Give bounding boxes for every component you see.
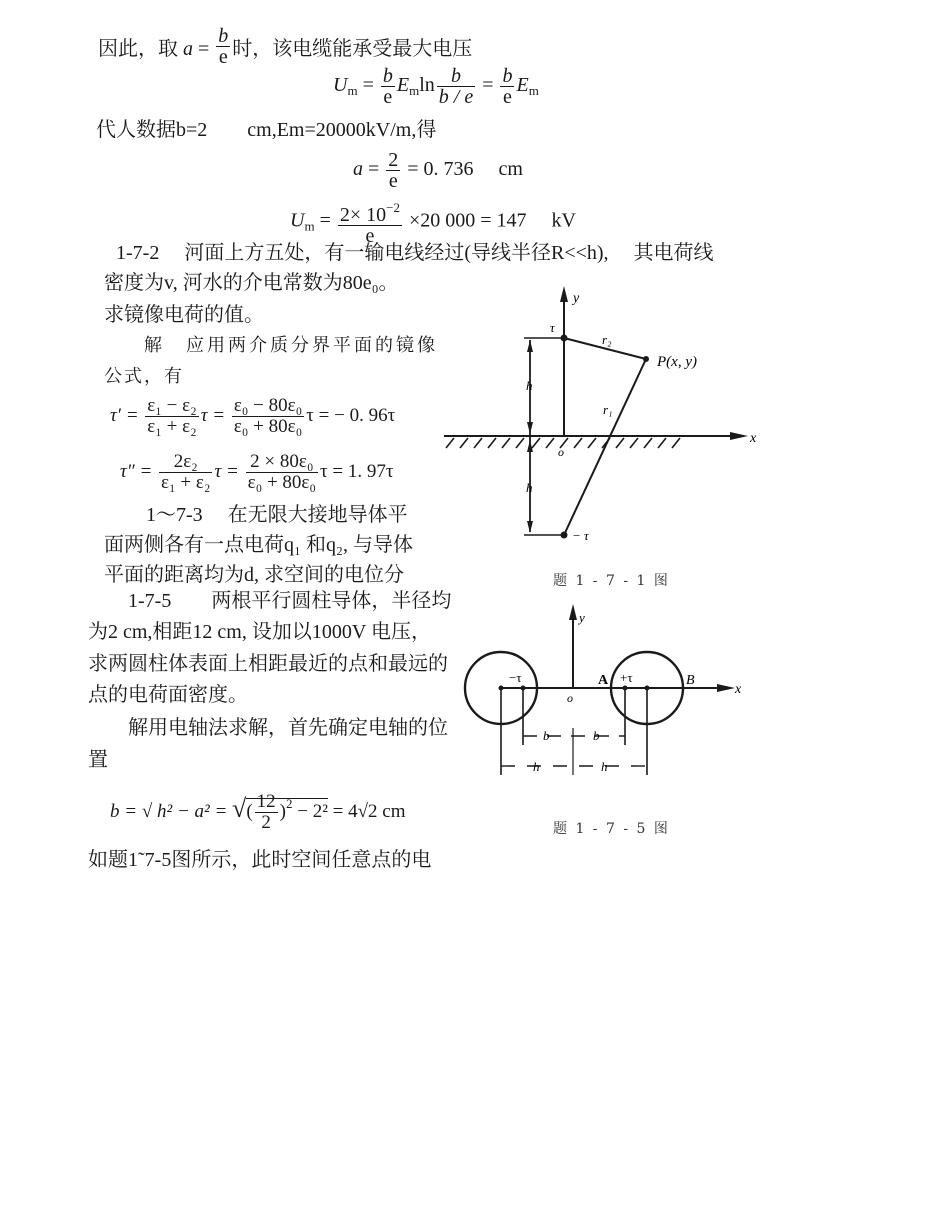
frac-den: ε₀ + 80ε₀ [247, 472, 317, 493]
problem-173-line1: 1～7-3 在无限大接地导体平 [146, 504, 408, 526]
problem-173-line2: 面两侧各有一点电荷q₁ 和q₂, 与导体 [104, 534, 413, 556]
fraction [232, 396, 304, 437]
fraction [159, 452, 212, 493]
formula-a [353, 150, 523, 191]
fraction-b-over-e [216, 26, 230, 67]
result: = 0. 736 cm [402, 158, 523, 181]
fraction [255, 792, 278, 833]
frac-num: b [502, 65, 513, 87]
result: = 4√2 cm [327, 800, 406, 822]
fraction [437, 66, 475, 107]
label-h-left: h [533, 759, 540, 774]
label-x: x [735, 682, 742, 697]
label-h-bottom: h [526, 480, 533, 495]
e-field: E [396, 74, 410, 97]
result: ×20 000 = 147 kV [403, 209, 576, 232]
problem-172-line1: 1-7-2 河面上方五处，有一输电线经过(导线半径R<<h), 其电荷线 [116, 242, 714, 264]
image-charge-point [561, 532, 568, 539]
problem-175-solution-line1: 解用电轴法求解，首先确定电轴的位 [128, 717, 448, 739]
lhs: τ′ = [110, 404, 144, 426]
label-origin: o [558, 445, 564, 459]
frac-den: b / e [438, 86, 474, 108]
eq: = [363, 158, 385, 181]
label-h-right: h [601, 759, 608, 774]
problem-172-line2: 密度为v, 河水的介电常数为80e₀。 [104, 272, 399, 294]
label-B: B [686, 673, 695, 688]
problem-175-solution-line2: 置 [88, 749, 108, 771]
problem-175-line1: 1-7-5 两根平行圆柱导体，半径均 [128, 590, 452, 612]
result: τ = 1. 97τ [320, 460, 394, 482]
frac-num: b [437, 66, 475, 87]
fraction [338, 198, 402, 246]
problem-172-solution-line1: 解 应用两介质分界平面的镜像 [144, 335, 438, 355]
label-b-right: b [593, 728, 600, 743]
formula-tau-prime [110, 396, 395, 437]
eq: = [314, 209, 336, 232]
var-a: a [183, 38, 193, 60]
formula-tau-double-prime [120, 452, 394, 493]
arrow-icon [527, 440, 533, 452]
frac-num: ε₁ − ε₂ [147, 395, 197, 416]
y-axis-arrow-icon [560, 286, 568, 302]
intro-prefix: 因此，取 [98, 38, 183, 60]
um-lhs-sub: m [304, 218, 315, 234]
e-field-sub: m [409, 83, 420, 99]
formula-um-numeric [290, 198, 576, 246]
frac-num: 2ε₂ [159, 452, 212, 473]
frac-den: e [365, 225, 375, 247]
frac-den: e [383, 86, 393, 108]
label-origin: o [567, 691, 573, 705]
lhs: τ″ = [120, 460, 158, 482]
r1-line [564, 359, 646, 535]
label-r2: r₂ [602, 332, 612, 347]
frac-num: 2× 10 [339, 204, 387, 226]
lhs: b = √ h² − a² = [110, 800, 233, 822]
y-axis-arrow-icon [569, 604, 577, 620]
eq: = [477, 74, 499, 97]
frac-den: e [218, 46, 228, 68]
problem-175-line3: 求两圆柱体表面上相距最近的点和最远的 [88, 653, 448, 675]
frac-den: ε₁ + ε₂ [161, 472, 211, 493]
fraction [500, 66, 514, 107]
fraction [145, 396, 198, 437]
label-y: y [573, 291, 580, 306]
figure-1-7-5-caption: 题 1 - 7 - 5 图 [553, 821, 670, 837]
label-r1: r₁ [603, 402, 613, 417]
problem-175-line4: 点的电荷面密度。 [88, 684, 248, 706]
label-tau: τ [550, 320, 555, 335]
text-line-intro [98, 26, 472, 67]
var-a: a [353, 158, 363, 181]
figure-1-7-1-diagram [440, 282, 770, 552]
figure-1-7-1-caption: 题 1 - 7 - 1 图 [553, 573, 670, 589]
e-field-sub: m [528, 83, 539, 99]
formula-um-max [333, 66, 539, 107]
figure-1-7-5-diagram [455, 600, 765, 790]
frac-den: ε₀ + 80ε₀ [233, 416, 303, 437]
equals: = [193, 38, 215, 60]
frac-num: ε₀ − 80ε₀ [233, 395, 303, 416]
label-b-left: b [543, 728, 550, 743]
frac-den: e [388, 170, 398, 192]
label-h-top: h [526, 378, 533, 393]
problem-173-line3: 平面的距离均为d, 求空间的电位分 [104, 564, 404, 586]
x-axis-arrow-icon [717, 684, 735, 692]
label-P: P(x, y) [657, 354, 697, 370]
um-lhs: U [290, 209, 305, 232]
label-pos-tau: +τ [620, 670, 633, 685]
arrow-icon [527, 422, 533, 434]
problem-172-line3: 求镜像电荷的值。 [104, 304, 264, 326]
x-axis-arrow-icon [730, 432, 748, 440]
frac-den: ε₁ + ε₂ [147, 416, 197, 437]
frac-num: 2 × 80ε₀ [246, 452, 318, 473]
sqrt-rest: − 2² [292, 800, 328, 822]
problem-172-solution-line2: 公式，有 [104, 366, 184, 386]
result: τ = − 0. 96τ [306, 404, 396, 426]
frac-num: 2 [388, 149, 399, 171]
fraction [381, 66, 395, 107]
label-A: A [598, 673, 609, 688]
um-lhs-sub: m [347, 83, 358, 99]
problem-175-line2: 为2 cm,相距12 cm, 设加以1000V 电压， [88, 621, 431, 643]
eq: = [357, 74, 379, 97]
text-line-data: 代人数据b=2 cm,Em=20000kV/m,得 [96, 119, 437, 141]
frac-num: 12 [256, 791, 276, 812]
text-line-last: 如题1˜7-5图所示，此时空间任意点的电 [88, 849, 432, 871]
label-x: x [750, 431, 757, 446]
sqrt-body: ( $\frac{12}{2}$ )$^2$ − 2² [246, 791, 328, 833]
frac-num: b [218, 25, 229, 47]
frac-den: 2 [261, 812, 271, 833]
intro-suffix: 时，该电缆能承受最大电压 [232, 38, 473, 60]
label-neg-tau: −τ [509, 670, 522, 685]
arrow-icon [527, 340, 533, 352]
e-field: E [516, 74, 529, 97]
mid: τ = [200, 404, 230, 426]
fraction [246, 452, 318, 493]
frac-num: b [382, 65, 393, 87]
um-lhs: U [333, 74, 348, 97]
fraction [386, 150, 400, 191]
sqrt-sign: √ [232, 793, 247, 823]
frac-den: e [503, 86, 512, 108]
exponent: −2 [386, 200, 400, 215]
mid: τ = [214, 460, 244, 482]
arrow-icon [527, 521, 533, 533]
ln: ln [419, 74, 435, 97]
label-neg-tau: − τ [572, 528, 589, 543]
label-y: y [579, 610, 585, 625]
formula-b [110, 792, 406, 833]
